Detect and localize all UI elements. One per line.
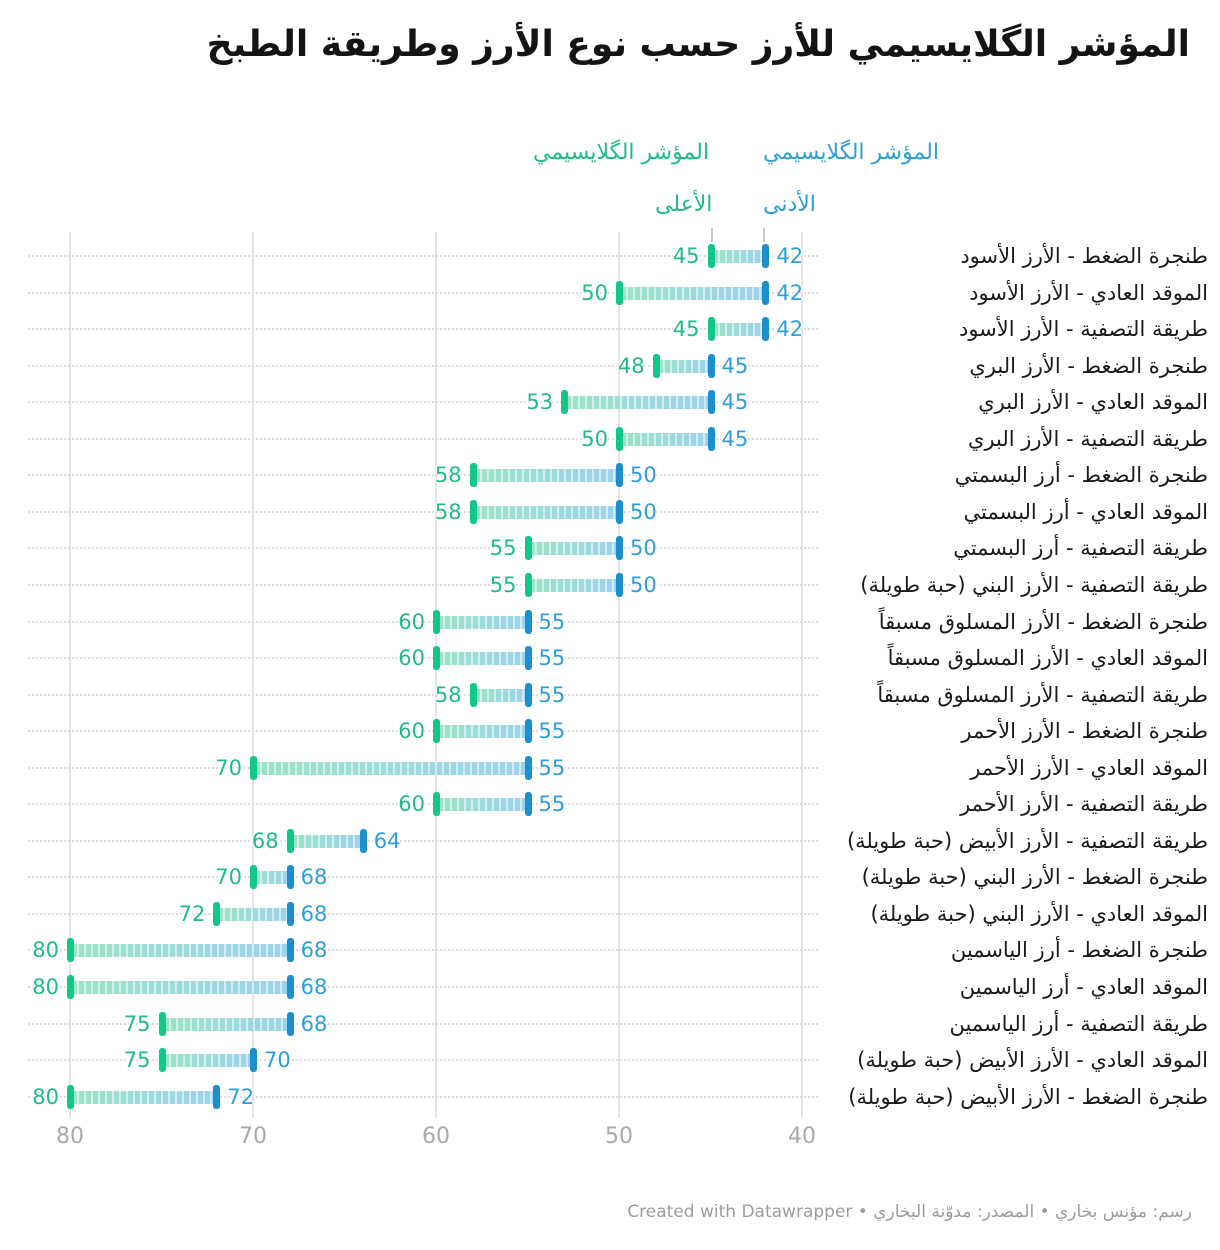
row-category-label: الموقد العادي - أرز البسمتي xyxy=(963,499,1208,524)
range-bar-connector xyxy=(436,652,528,665)
range-max-cap xyxy=(653,354,660,378)
max-value-label: 55 xyxy=(489,536,517,561)
range-min-cap xyxy=(525,610,532,634)
min-value-label: 55 xyxy=(538,609,566,634)
range-bar-connector xyxy=(436,725,528,738)
row-category-label: طنجرة الضغط - الأرز البري xyxy=(969,353,1208,378)
range-min-cap xyxy=(287,902,294,926)
range-bar-connector xyxy=(473,469,619,482)
max-value-label: 53 xyxy=(526,390,554,415)
min-value-label: 68 xyxy=(300,901,328,926)
legend-min-title: المؤشر الگلايسيمي xyxy=(763,140,939,165)
max-value-label: 80 xyxy=(32,1084,59,1109)
range-min-cap xyxy=(360,829,367,853)
max-value-label: 58 xyxy=(434,499,462,524)
row-category-label: طريقة التصفية - الأرز البري xyxy=(968,426,1208,451)
range-min-cap xyxy=(616,536,623,560)
range-max-cap xyxy=(616,281,623,305)
range-bar-connector xyxy=(711,250,766,263)
row-category-label: طريقة التصفية - أرز البسمتي xyxy=(953,536,1208,561)
range-max-cap xyxy=(250,756,257,780)
range-min-cap xyxy=(616,500,623,524)
range-bar-connector xyxy=(528,542,620,555)
max-value-label: 80 xyxy=(32,975,59,999)
row-category-label: طنجرة الضغط - أرز البسمتي xyxy=(954,463,1208,488)
row-leader-line xyxy=(28,584,818,586)
row-category-label: طريقة التصفية - الأرز المسلوق مسبقاً xyxy=(877,682,1208,707)
min-value-label: 64 xyxy=(373,828,401,853)
min-value-label: 72 xyxy=(227,1084,255,1109)
row-category-label: الموقد العادي - الأرز الأسود xyxy=(969,280,1208,305)
max-value-label: 80 xyxy=(32,938,59,963)
row-category-label: الموقد العادي - الأرز الأحمر xyxy=(970,755,1208,780)
range-max-cap xyxy=(561,390,568,414)
range-max-cap xyxy=(616,427,623,451)
row-category-label: طريقة التصفية - الأرز الأبيض (حبة طويلة) xyxy=(846,828,1208,853)
range-bar-connector xyxy=(711,323,766,336)
row-category-label: الموقد العادي - الأرز المسلوق مسبقاً xyxy=(887,646,1208,671)
chart-title: المؤشر الگلايسيمي للأرز حسب نوع الأرز وطريقة الطبخ xyxy=(206,24,1190,65)
range-min-cap xyxy=(287,865,294,889)
range-max-cap xyxy=(470,500,477,524)
max-value-label: 45 xyxy=(672,244,700,268)
min-value-label: 42 xyxy=(776,317,804,342)
min-value-label: 45 xyxy=(721,353,749,378)
max-value-label: 60 xyxy=(398,719,425,744)
max-value-label: 70 xyxy=(215,865,242,890)
range-bar-connector xyxy=(528,579,620,592)
range-bar-connector xyxy=(162,1054,254,1067)
range-bar-connector xyxy=(619,287,765,300)
row-category-label: طريقة التصفية - الأرز البني (حبة طويلة) xyxy=(860,572,1208,597)
min-value-label: 55 xyxy=(538,755,566,780)
range-max-cap xyxy=(470,683,477,707)
row-category-label: الموقد العادي - الأرز البني (حبة طويلة) xyxy=(870,901,1208,926)
max-value-label: 75 xyxy=(123,1048,151,1073)
x-axis-tick-label: 70 xyxy=(239,1124,267,1149)
legend-max-title: المؤشر الگلايسيمي xyxy=(533,140,709,165)
range-max-cap xyxy=(67,1085,74,1109)
min-value-label: 45 xyxy=(721,390,749,415)
max-value-label: 45 xyxy=(672,317,700,342)
min-value-label: 55 xyxy=(538,719,566,744)
legend-max-subtitle: الأعلى xyxy=(655,192,713,217)
range-max-cap xyxy=(159,1048,166,1072)
min-value-label: 50 xyxy=(630,499,657,524)
row-category-label: الموقد العادي - الأرز الأبيض (حبة طويلة) xyxy=(857,1048,1208,1073)
range-bar-connector xyxy=(436,616,528,629)
range-max-cap xyxy=(525,536,532,560)
max-value-label: 58 xyxy=(434,463,462,488)
legend-min-tick-mark xyxy=(763,228,765,242)
min-value-label: 55 xyxy=(538,646,566,671)
range-max-cap xyxy=(433,610,440,634)
range-min-cap xyxy=(708,427,715,451)
max-value-label: 60 xyxy=(398,792,425,817)
range-max-cap xyxy=(213,902,220,926)
range-min-cap xyxy=(287,1012,294,1036)
min-value-label: 50 xyxy=(630,572,657,597)
range-max-cap xyxy=(433,646,440,670)
legend-min-subtitle: الأدنى xyxy=(763,192,816,217)
range-max-cap xyxy=(433,792,440,816)
max-value-label: 48 xyxy=(617,353,645,378)
range-max-cap xyxy=(67,938,74,962)
range-bar-connector xyxy=(70,1091,216,1104)
row-category-label: طنجرة الضغط - الأرز الأبيض (حبة طويلة) xyxy=(848,1084,1208,1109)
min-value-label: 55 xyxy=(538,682,566,707)
range-min-cap xyxy=(762,244,769,268)
range-bar-connector xyxy=(70,981,290,994)
chart-footer-byline: رسم: مؤنس بخاري • المصدر: مدوّنة البخاري • Created with Datawrapper xyxy=(627,1202,1192,1222)
row-category-label: طنجرة الضغط - الأرز المسلوق مسبقاً xyxy=(878,609,1208,634)
max-value-label: 50 xyxy=(581,280,608,305)
range-bar-connector xyxy=(216,908,289,921)
range-max-cap xyxy=(159,1012,166,1036)
range-min-cap xyxy=(708,354,715,378)
range-bar-connector xyxy=(564,396,710,409)
min-value-label: 50 xyxy=(630,536,657,561)
x-axis-tick-label: 50 xyxy=(605,1124,633,1149)
row-leader-line xyxy=(28,547,818,549)
row-category-label: الموقد العادي - الأرز البري xyxy=(978,390,1208,415)
min-value-label: 45 xyxy=(721,426,749,451)
min-value-label: 42 xyxy=(776,280,804,305)
row-category-label: طريقة التصفية - أرز الياسمين xyxy=(949,1011,1208,1036)
row-category-label: طريقة التصفية - الأرز الأحمر xyxy=(960,792,1208,817)
range-bar-connector xyxy=(436,798,528,811)
min-value-label: 68 xyxy=(300,975,328,999)
row-leader-line xyxy=(28,840,818,842)
range-bar-connector xyxy=(253,871,290,884)
range-bar-connector xyxy=(290,835,363,848)
range-bar-connector xyxy=(162,1018,290,1031)
range-max-cap xyxy=(287,829,294,853)
range-min-cap xyxy=(762,317,769,341)
range-min-cap xyxy=(762,281,769,305)
min-value-label: 70 xyxy=(264,1048,291,1073)
range-min-cap xyxy=(525,646,532,670)
max-value-label: 70 xyxy=(215,755,242,780)
x-axis-tick-label: 80 xyxy=(56,1124,84,1149)
row-category-label: طنجرة الضغط - الأرز البني (حبة طويلة) xyxy=(861,865,1208,890)
row-category-label: الموقد العادي - أرز الياسمين xyxy=(959,975,1208,999)
min-value-label: 42 xyxy=(776,244,804,268)
range-min-cap xyxy=(213,1085,220,1109)
min-value-label: 68 xyxy=(300,938,328,963)
range-min-cap xyxy=(525,683,532,707)
range-bar-connector xyxy=(473,506,619,519)
range-max-cap xyxy=(67,975,74,999)
max-value-label: 50 xyxy=(581,426,608,451)
max-value-label: 68 xyxy=(251,828,279,853)
range-max-cap xyxy=(708,317,715,341)
range-max-cap xyxy=(525,573,532,597)
min-value-label: 68 xyxy=(300,865,328,890)
range-max-cap xyxy=(250,865,257,889)
range-min-cap xyxy=(287,938,294,962)
x-axis-tick-label: 40 xyxy=(788,1124,816,1149)
range-max-cap xyxy=(433,719,440,743)
row-leader-line xyxy=(28,876,818,878)
range-bar-connector xyxy=(70,944,290,957)
range-min-cap xyxy=(525,719,532,743)
range-bar-connector xyxy=(619,433,711,446)
row-category-label: طنجرة الضغط - الأرز الأحمر xyxy=(961,719,1208,744)
min-value-label: 55 xyxy=(538,792,566,817)
range-min-cap xyxy=(708,390,715,414)
min-value-label: 50 xyxy=(630,463,657,488)
range-bar-connector xyxy=(253,762,528,775)
range-max-cap xyxy=(708,244,715,268)
range-max-cap xyxy=(470,463,477,487)
row-category-label: طنجرة الضغط - أرز الياسمين xyxy=(950,938,1208,963)
max-value-label: 72 xyxy=(178,901,206,926)
range-min-cap xyxy=(616,463,623,487)
max-value-label: 58 xyxy=(434,682,462,707)
max-value-label: 55 xyxy=(489,572,517,597)
max-value-label: 60 xyxy=(398,646,425,671)
min-value-label: 68 xyxy=(300,1011,328,1036)
x-axis-tick-label: 60 xyxy=(422,1124,450,1149)
range-min-cap xyxy=(287,975,294,999)
range-bar-connector xyxy=(473,689,528,702)
legend-max-tick-mark xyxy=(711,228,713,242)
range-min-cap xyxy=(616,573,623,597)
row-category-label: طريقة التصفية - الأرز الأسود xyxy=(958,317,1208,342)
max-value-label: 60 xyxy=(398,609,425,634)
max-value-label: 75 xyxy=(123,1011,151,1036)
range-bar-connector xyxy=(656,360,711,373)
range-min-cap xyxy=(525,792,532,816)
range-min-cap xyxy=(250,1048,257,1072)
row-category-label: طنجرة الضغط - الأرز الأسود xyxy=(960,244,1208,268)
range-min-cap xyxy=(525,756,532,780)
